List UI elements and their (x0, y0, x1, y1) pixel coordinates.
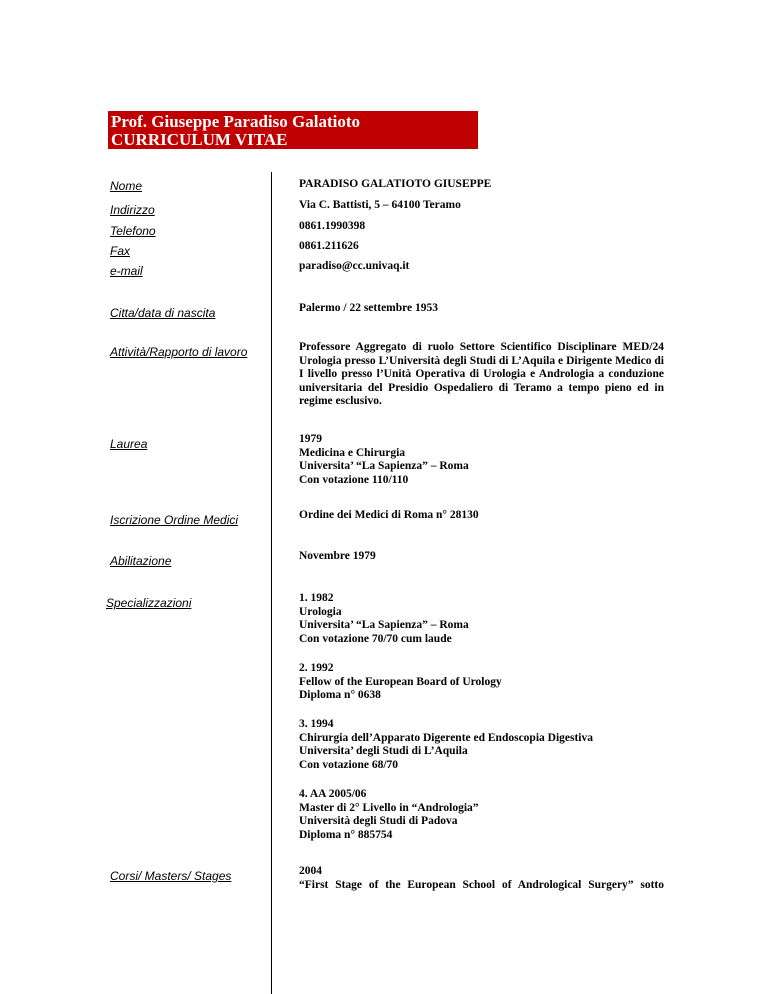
label-iscrizione: Iscrizione Ordine Medici (110, 513, 239, 527)
specializzazione-2 (299, 662, 664, 703)
specializzazione-4 (299, 788, 664, 842)
laurea-year: 1979 (299, 433, 322, 445)
label-fax: Fax (110, 244, 131, 258)
label-specializzazioni: Specializzazioni (106, 596, 192, 610)
value-indirizzo: Via C. Battisti, 5 – 64100 Teramo (299, 199, 461, 211)
value-nascita: Palermo / 22 settembre 1953 (299, 302, 439, 314)
value-laurea (299, 433, 664, 487)
specializzazione-3 (299, 718, 664, 772)
label-telefono: Telefono (110, 224, 156, 238)
corsi-year: 2004 (299, 865, 322, 877)
value-iscrizione: Ordine dei Medici di Roma n° 28130 (299, 509, 479, 521)
spec1-line: Universita’ “La Sapienza” – Roma (299, 619, 469, 631)
spec1-line: Urologia (299, 605, 342, 618)
spec3-line: Chirurgia dell’Apparato Digerente ed Endoscopia Digestiva (299, 731, 593, 744)
cv-header (108, 111, 478, 149)
specializzazione-1 (299, 592, 664, 646)
spec3-line: Con votazione 68/70 (299, 758, 399, 771)
corsi-description: “First Stage of the European School of Andrological Surgery” sotto (299, 878, 664, 891)
spec2-line: Diploma n° 0638 (299, 689, 381, 701)
spec4-line: Diploma n° 885754 (299, 828, 393, 841)
label-nascita: Citta/data di nascita (110, 306, 216, 320)
spec4-line: 4. AA 2005/06 (299, 788, 367, 800)
label-nome: Nome (110, 179, 143, 193)
spec4-line: Università degli Studi di Padova (299, 815, 458, 827)
value-telefono: 0861.1990398 (299, 220, 366, 232)
spec1-line: 1. 1982 (299, 592, 334, 604)
value-attivita: Professore Aggregato di ruolo Settore Scientifico Disciplinare MED/24 Urologia presso L’Università degli Studi di L’Aquila e Dirigente Medico di I livello presso l’Unità Operativa di Urologia e Andrologia a conduzione universitaria del Presidio Ospedaliero di Teramo a tempo pieno ed in regime esclusivo. (299, 341, 664, 407)
value-email: paradiso@cc.univaq.it (299, 260, 410, 272)
laurea-grade: Con votazione 110/110 (299, 473, 409, 486)
column-divider (271, 172, 272, 994)
label-abilitazione: Abilitazione (110, 554, 172, 568)
spec1-line: Con votazione 70/70 cum laude (299, 632, 452, 645)
label-corsi: Corsi/ Masters/ Stages (110, 869, 232, 883)
label-email: e-mail (110, 264, 143, 278)
value-nome: PARADISO GALATIOTO GIUSEPPE (299, 178, 492, 190)
value-abilitazione: Novembre 1979 (299, 550, 376, 562)
header-subtitle: CURRICULUM VITAE (111, 130, 288, 149)
spec3-line: 3. 1994 (299, 718, 334, 730)
label-attivita: Attività/Rapporto di lavoro (110, 345, 248, 359)
laurea-university: Universita’ “La Sapienza” – Roma (299, 460, 469, 472)
laurea-degree: Medicina e Chirurgia (299, 446, 406, 459)
spec4-line: Master di 2° Livello in “Andrologia” (299, 801, 479, 814)
header-name: Prof. Giuseppe Paradiso Galatioto (111, 112, 361, 131)
value-fax: 0861.211626 (299, 240, 359, 252)
spec2-line: 2. 1992 (299, 662, 334, 674)
label-indirizzo: Indirizzo (110, 203, 155, 217)
spec3-line: Universita’ degli Studi di L’Aquila (299, 745, 468, 757)
spec2-line: Fellow of the European Board of Urology (299, 675, 502, 688)
value-corsi (299, 865, 664, 892)
label-laurea: Laurea (110, 437, 148, 451)
